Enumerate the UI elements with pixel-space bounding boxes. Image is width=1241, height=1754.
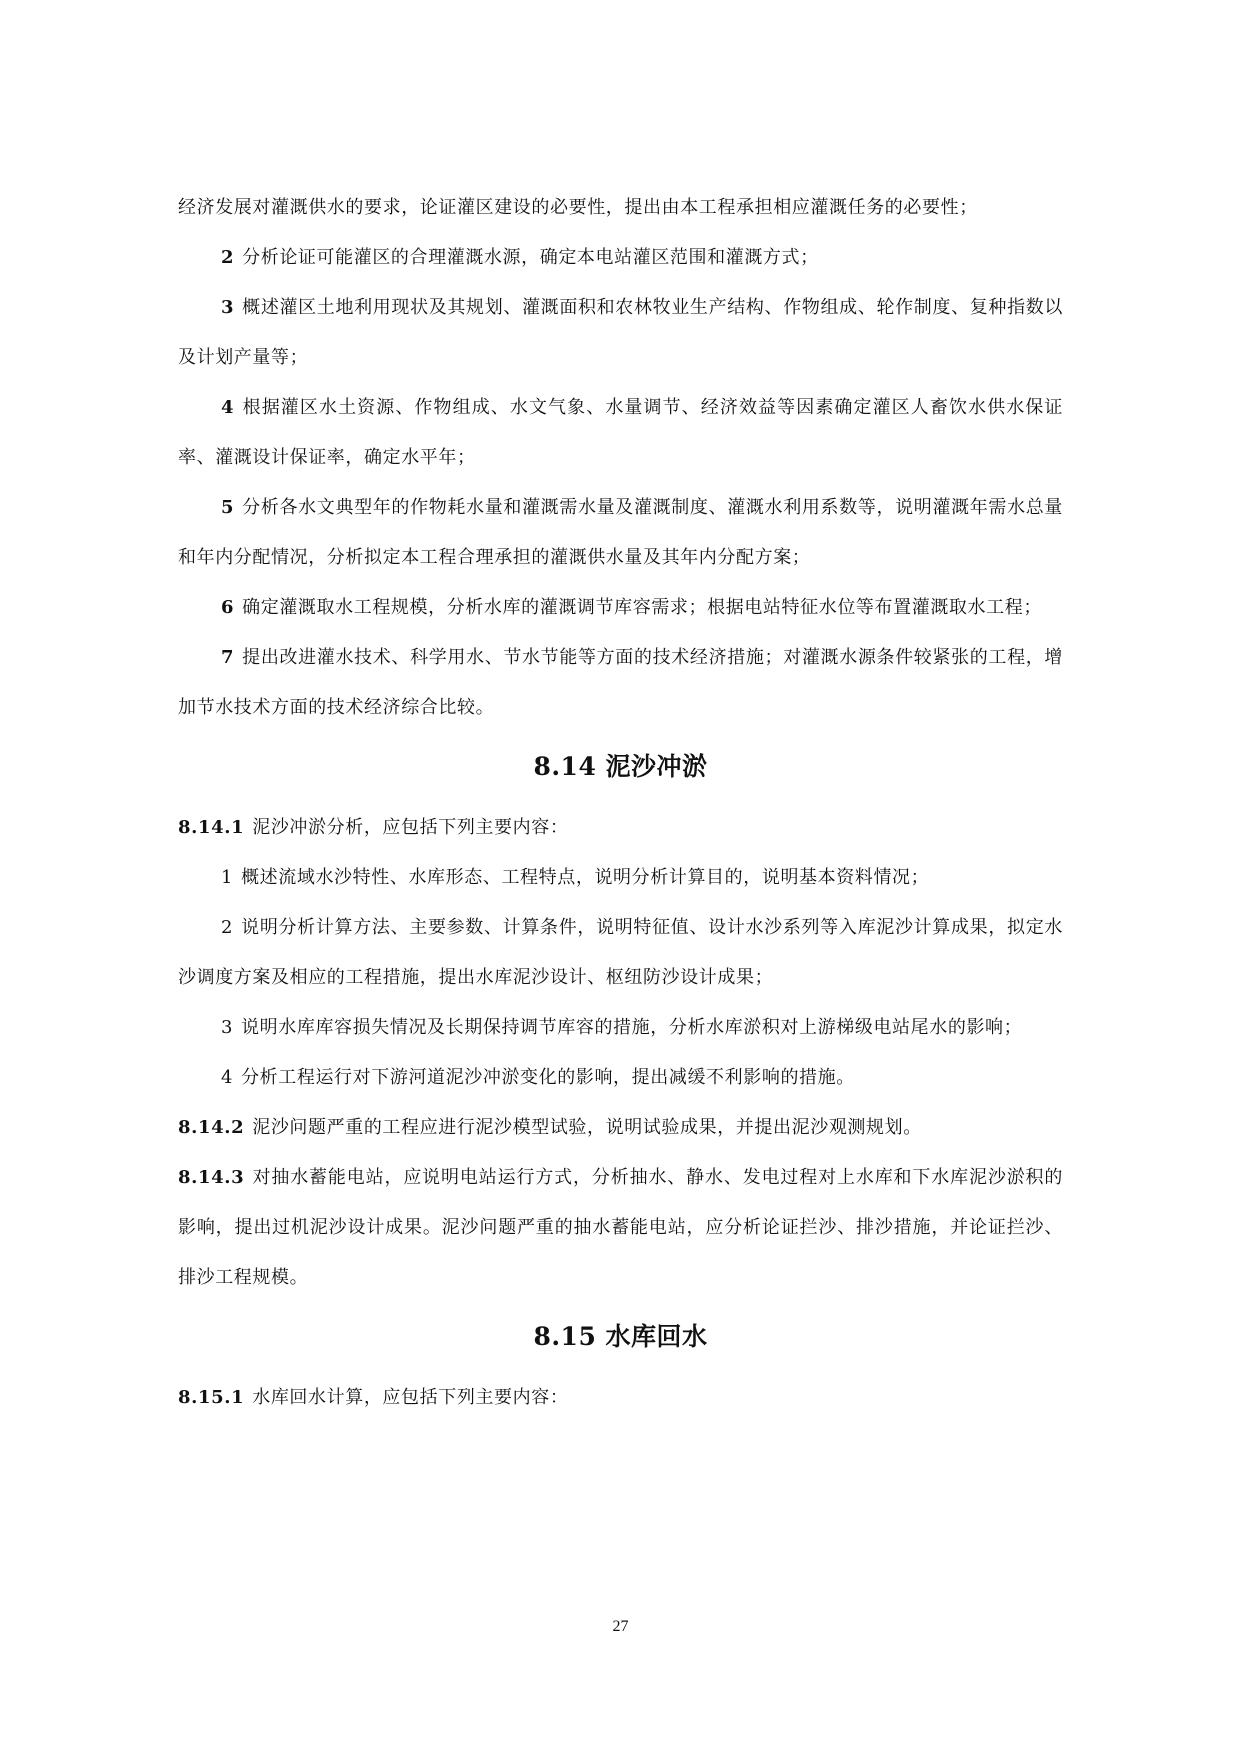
clause-text: 泥沙冲淤分析，应包括下列主要内容： [252,817,569,838]
list-item [178,1053,1063,1103]
page-content [178,183,1063,1423]
clause [178,1153,1063,1303]
clause-number: 8.14.1 [178,817,245,838]
item-text: 概述灌区土地利用现状及其规划、灌溉面积和农林牧业生产结构、作物组成、轮作制度、复种指数以及计划产量等； [178,297,1063,368]
clause-text: 水库回水计算，应包括下列主要内容： [252,1387,569,1408]
item-text: 说明分析计算方法、主要参数、计算条件，说明特征值、设计水沙系列等入库泥沙计算成果，拟定水沙调度方案及相应的工程措施，提出水库泥沙设计、枢纽防沙设计成果； [178,917,1063,988]
clause-number: 8.15.1 [178,1387,245,1408]
list-item [178,283,1063,383]
clause [178,1373,1063,1423]
list-item [178,483,1063,583]
item-text: 说明水库库容损失情况及长期保持调节库容的措施，分析水库淤积对上游梯级电站尾水的影响； [241,1017,1023,1038]
clause-text: 泥沙问题严重的工程应进行泥沙模型试验，说明试验成果，并提出泥沙观测规划。 [252,1117,922,1138]
item-number: 4 [221,397,235,418]
item-text: 分析工程运行对下游河道泥沙冲淤变化的影响，提出减缓不利影响的措施。 [241,1067,855,1088]
item-text: 分析各水文典型年的作物耗水量和灌溉需水量及灌溉制度、灌溉水利用系数等，说明灌溉年需水总量和年内分配情况，分析拟定本工程合理承担的灌溉供水量及其年内分配方案； [178,497,1063,568]
item-text: 提出改进灌水技术、科学用水、节水节能等方面的技术经济措施；对灌溉水源条件较紧张的工程，增加节水技术方面的技术经济综合比较。 [178,647,1063,718]
paragraph-text: 经济发展对灌溉供水的要求，论证灌区建设的必要性，提出由本工程承担相应灌溉任务的必要性； [178,197,978,218]
item-number: 3 [221,1017,234,1038]
list-item [178,233,1063,283]
list-item [178,903,1063,1003]
list-item [178,583,1063,633]
clause-text: 对抽水蓄能电站，应说明电站运行方式，分析抽水、静水、发电过程对上水库和下水库泥沙淤积的影响，提出过机泥沙设计成果。泥沙问题严重的抽水蓄能电站，应分析论证拦沙、排沙措施，并论证拦沙、排沙工程规模。 [178,1167,1063,1288]
section-heading-8-15: 8.15 水库回水 [533,1322,708,1351]
item-number: 2 [221,917,234,938]
clause [178,803,1063,853]
clause [178,1103,1063,1153]
item-number: 3 [221,297,235,318]
list-item [178,853,1063,903]
item-text: 概述流域水沙特性、水库形态、工程特点，说明分析计算目的，说明基本资料情况； [241,867,930,888]
page-number: 27 [612,1618,629,1635]
paragraph-continuation [178,183,1063,233]
clause-number: 8.14.3 [178,1167,245,1188]
item-number: 6 [221,597,235,618]
item-number: 1 [221,867,234,888]
list-item [178,383,1063,483]
section-heading-8-14: 8.14 泥沙冲淤 [533,752,708,781]
item-text: 根据灌区水土资源、作物组成、水文气象、水量调节、经济效益等因素确定灌区人畜饮水供水保证率、灌溉设计保证率，确定水平年； [178,397,1063,468]
item-number: 2 [221,247,235,268]
clause-number: 8.14.2 [178,1117,245,1138]
item-number: 7 [221,647,235,668]
item-text: 分析论证可能灌区的合理灌溉水源，确定本电站灌区范围和灌溉方式； [242,247,819,268]
list-item [178,1003,1063,1053]
list-item [178,633,1063,733]
item-number: 5 [221,497,235,518]
item-text: 确定灌溉取水工程规模，分析水库的灌溉调节库容需求；根据电站特征水位等布置灌溉取水工程； [242,597,1042,618]
item-number: 4 [221,1067,234,1088]
